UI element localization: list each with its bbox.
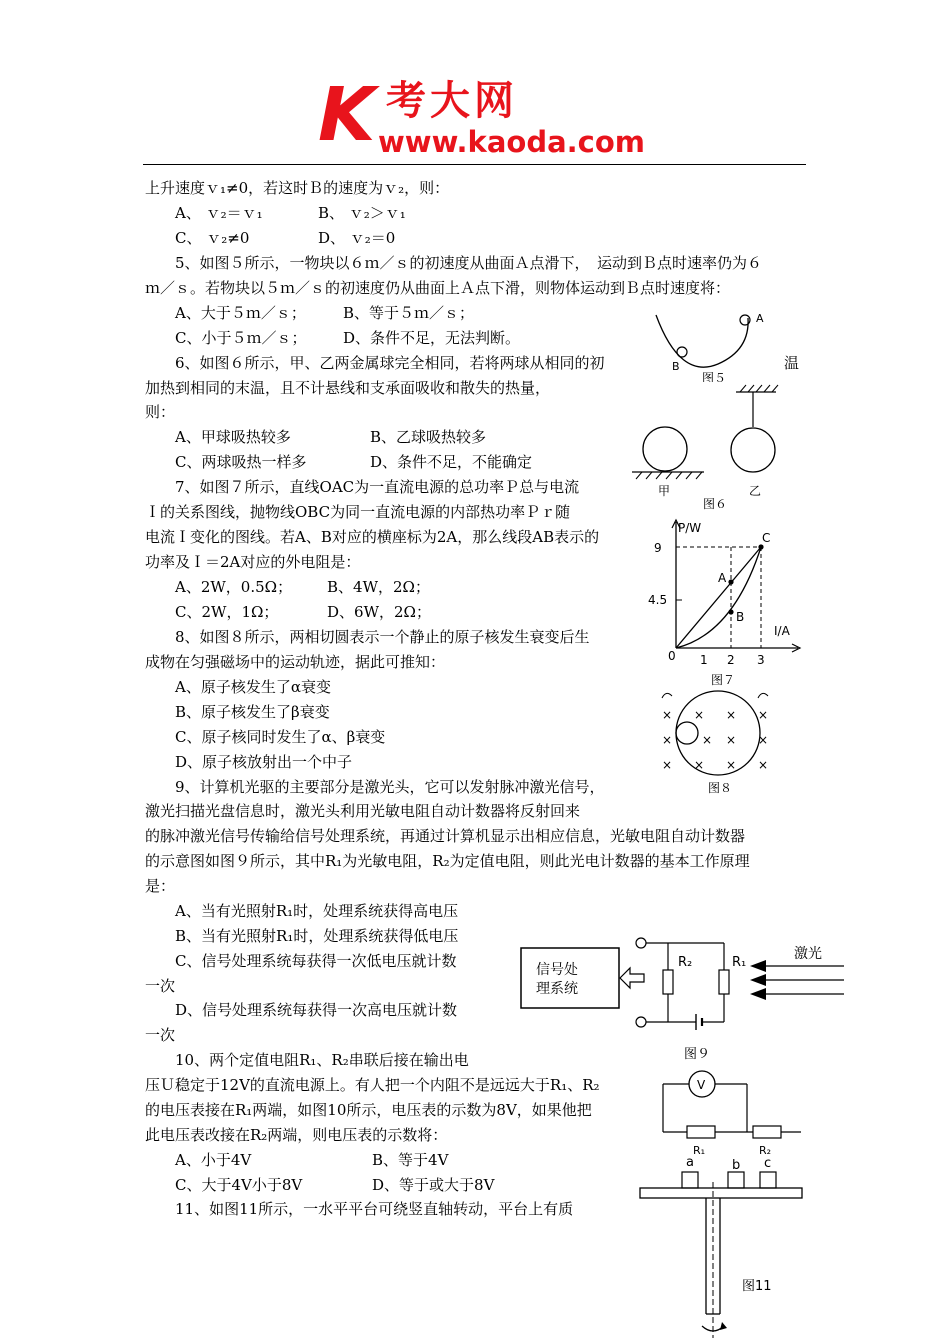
figure-8 (652, 686, 777, 798)
fig11-caption: 图11 (742, 1279, 772, 1294)
fig7-label-b: B (736, 610, 745, 624)
option-d: D、条件不足，无法判断。 (343, 329, 521, 347)
fig6-label-left: 甲 (658, 484, 671, 498)
fig10-r1: R₁ (693, 1144, 706, 1156)
fig7-ylabel: P/W (678, 521, 702, 535)
svg-text:×: × (662, 733, 673, 747)
option-c: C、原子核同时发生了α、β衰变 (175, 728, 386, 746)
text-line: Ｉ的关系图线，抛物线OBC为同一直流电源的内部热功率Ｐｒ随 (145, 503, 571, 521)
text-line: 是： (145, 877, 176, 895)
text-line: 温 (784, 354, 800, 372)
svg-text:×: × (758, 708, 769, 722)
kaoda-logo (318, 72, 648, 159)
option-c: C、 ｖ₂≠0 (175, 229, 250, 247)
svg-text:×: × (726, 708, 737, 722)
option-b: B、乙球吸热较多 (370, 428, 487, 446)
fig7-ytick-9: 9 (654, 541, 662, 555)
logo-k: K (318, 72, 376, 158)
fig9-laser: 激光 (794, 946, 822, 962)
fig10-r2: R₂ (759, 1144, 772, 1156)
option-d: D、6W，2Ω； (327, 603, 431, 621)
header-rule (143, 164, 806, 165)
option-d: D、条件不足，不能确定 (370, 453, 533, 471)
svg-text:×: × (694, 708, 705, 722)
svg-text:×: × (662, 708, 673, 722)
text-line: ｍ／ｓ。若物块以５ｍ／ｓ的初速度仍从曲面上Ａ点下滑，则物体运动到Ｂ点时速度将： (145, 279, 731, 297)
figure-9 (518, 930, 848, 1062)
text-line: 的示意图如图９所示，其中R₁为光敏电阻，R₂为定值电阻，则此光电计数器的基本工作原理 (145, 852, 750, 870)
fig7-xtick-1: 1 (700, 653, 708, 667)
option-d: D、等于或大于8V (372, 1176, 495, 1194)
text-line: 成物在匀强磁场中的运动轨迹，据此可推知： (145, 653, 446, 671)
figure-10 (655, 1064, 805, 1156)
svg-text:×: × (702, 733, 713, 747)
text-line: 功率及Ｉ＝2A对应的外电阻是： (145, 553, 361, 571)
text-line: 的脉冲激光信号传输给信号处理系统，再通过计算机显示出相应信息，光敏电阻自动计数器 (145, 827, 746, 845)
option-c: C、信号处理系统每获得一次低电压就计数 (175, 952, 457, 970)
text-line: 则： (145, 403, 176, 421)
text-line: 此电压表改接在R₂两端，则电压表的示数将： (145, 1126, 448, 1144)
text-line: 加热到相同的末温，且不计悬线和支承面吸收和散失的热量， (145, 379, 551, 397)
option-a: A、当有光照射R₁时，处理系统获得高电压 (175, 902, 459, 920)
fig7-label-c: C (762, 531, 771, 545)
fig7-origin: 0 (668, 649, 676, 663)
figure-5 (640, 300, 780, 382)
option-d: D、 ｖ₂＝0 (318, 229, 396, 247)
fig5-label-a: A (756, 312, 764, 325)
option-d: D、信号处理系统每获得一次高电压就计数 (175, 1001, 458, 1019)
question-9: 9、计算机光驱的主要部分是激光头，它可以发射脉冲激光信号， (175, 778, 605, 796)
logo-url: www.kaoda.com (378, 125, 645, 159)
question-5: 5、如图５所示，一物块以６ｍ／ｓ的初速度从曲面Ａ点滑下， 运动到Ｂ点时速率仍为６ (175, 254, 763, 272)
fig6-label-right: 乙 (749, 484, 762, 498)
option-b: B、 ｖ₂＞ｖ₁ (318, 204, 406, 222)
question-8: 8、如图８所示，两相切圆表示一个静止的原子核发生衰变后生 (175, 628, 590, 646)
option-d: D、原子核放射出一个中子 (175, 753, 353, 771)
fig7-ytick-4-5: 4.5 (648, 593, 668, 607)
fig9-caption: 图９ (684, 1047, 711, 1062)
text-line: 一次 (145, 1026, 176, 1044)
option-c: C、两球吸热一样多 (175, 453, 307, 471)
option-b: B、等于4V (372, 1151, 449, 1169)
fig7-label-a: A (718, 571, 727, 585)
fig9-box-line1: 信号处 (536, 962, 578, 978)
option-b: B、原子核发生了β衰变 (175, 703, 330, 721)
svg-text:×: × (694, 758, 705, 772)
fig6-caption: 图６ (703, 497, 728, 511)
fig9-r2: R₂ (678, 955, 693, 970)
logo-chinese: 考大网 (386, 78, 518, 124)
figure-6 (628, 384, 808, 514)
option-a: A、 ｖ₂＝ｖ₁ (175, 204, 263, 222)
fig5-caption: 图５ (702, 371, 727, 382)
svg-text:×: × (758, 733, 769, 747)
svg-text:×: × (726, 733, 737, 747)
option-a: A、甲球吸热较多 (175, 428, 291, 446)
fig7-xtick-2: 2 (727, 653, 735, 667)
text-line: 上升速度ｖ₁≠0，若这时Ｂ的速度为ｖ₂，则： (145, 179, 450, 197)
option-a: A、小于4V (175, 1151, 252, 1169)
fig9-r1: R₁ (732, 955, 747, 970)
question-10: 10、两个定值电阻R₁、R₂串联后接在输出电 (175, 1051, 469, 1069)
fig7-xtick-3: 3 (757, 653, 765, 667)
fig9-box-line2: 理系统 (536, 981, 578, 997)
svg-text:×: × (726, 758, 737, 772)
fig5-label-b: B (672, 360, 680, 373)
option-b: B、当有光照射R₁时，处理系统获得低电压 (175, 927, 459, 945)
fig11-label-b: b (732, 1158, 741, 1173)
fig11-label-c: c (764, 1156, 772, 1171)
option-c: C、大于4V小于8V (175, 1176, 303, 1194)
option-a: A、原子核发生了α衰变 (175, 678, 331, 696)
text-line: 的电压表接在R₁两端，如图10所示，电压表的示数为8V，如果他把 (145, 1101, 592, 1119)
option-b: B、4W，2Ω； (327, 578, 430, 596)
text-line: 压Ｕ稳定于12V的直流电源上。有人把一个内阻不是远远大于R₁、R₂ (145, 1076, 600, 1094)
option-c: C、小于５ｍ／ｓ； (175, 329, 307, 347)
fig7-caption: 图７ (711, 673, 736, 687)
option-c: C、2W，1Ω； (175, 603, 279, 621)
question-11: 11、如图11所示，一水平平台可绕竖直轴转动，平台上有质 (175, 1200, 574, 1218)
fig7-xlabel: I/A (774, 624, 790, 638)
text-line: 一次 (145, 977, 176, 995)
question-7: 7、如图７所示，直线OAC为一直流电源的总功率Ｐ总与电流 (175, 478, 580, 496)
option-a: A、大于５ｍ／ｓ； (175, 304, 306, 322)
fig8-caption: 图８ (708, 781, 733, 795)
text-line: 激光扫描光盘信息时，激光头利用光敏电阻自动计数器将反射回来 (145, 802, 581, 820)
svg-text:×: × (758, 758, 769, 772)
fig11-label-a: a (686, 1155, 694, 1170)
figure-7 (648, 514, 808, 690)
text-line: 电流Ｉ变化的图线。若A、B对应的横座标为2A，那么线段AB表示的 (145, 528, 600, 546)
svg-text:×: × (662, 758, 673, 772)
option-a: A、2W，0.5Ω； (175, 578, 293, 596)
figure-11 (636, 1152, 806, 1342)
option-b: B、等于５ｍ／ｓ； (343, 304, 475, 322)
fig10-meter: V (697, 1078, 706, 1092)
question-6: 6、如图６所示，甲、乙两金属球完全相同，若将两球从相同的初 (175, 354, 605, 372)
